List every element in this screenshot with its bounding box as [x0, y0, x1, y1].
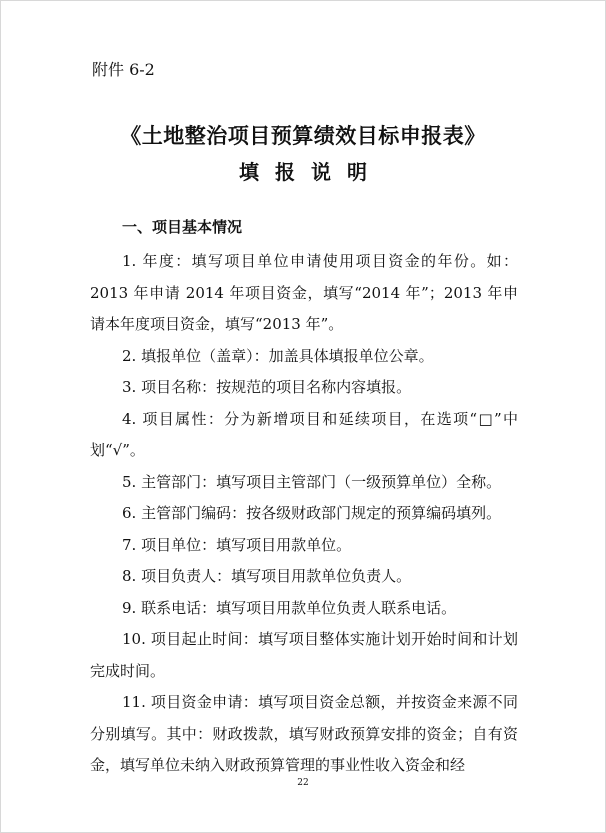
paragraph-department-code: 6. 主管部门编码：按各级财政部门规定的预算编码填列。 — [122, 504, 502, 522]
paragraph-project-leader: 8. 项目负责人：填写项目用款单位负责人。 — [122, 567, 412, 585]
attachment-label: 附件 6-2 — [92, 60, 155, 79]
paragraph-project-period: 10. 项目起止时间：填写项目整体实施计划开始时间和计划完成时间。 — [90, 630, 518, 680]
paragraph-contact-phone: 9. 联系电话：填写项目用款单位负责人联系电话。 — [122, 598, 457, 617]
page-number: 22 — [297, 778, 309, 788]
paragraph-fund-application: 11. 项目资金申请：填写项目资金总额，并按资金来源不同分别填写。其中：财政拨款，填写财政预算安排的资金；自有资金，填写单位未纳入财政预算管理的事业性收入资金和经 — [90, 693, 518, 774]
section-heading: 一、项目基本情况 — [122, 218, 243, 236]
paragraph-competent-department: 5. 主管部门：填写项目主管部门（一级预算单位）全称。 — [122, 472, 502, 491]
document-subtitle: 填报说明 — [239, 160, 383, 184]
paragraph-project-name: 3. 项目名称：按规范的项目名称内容填报。 — [122, 378, 412, 396]
paragraph-project-attribute: 4. 项目属性：分为新增项目和延续项目，在选项“□”中划“√”。 — [90, 409, 518, 459]
paragraph-year: 1. 年度：填写项目单位申请使用项目资金的年份。如：2013 年申请 2014 年项目资金，填写“2014 年”；2013 年申请本年度项目资金，填写“2013 年”。 — [90, 252, 518, 333]
paragraph-reporting-unit: 2. 填报单位（盖章）：加盖具体填报单位公章。 — [122, 346, 434, 365]
section-body — [90, 246, 518, 782]
document-title: 《土地整治项目预算绩效目标申报表》 — [120, 124, 486, 148]
paragraph-project-unit: 7. 项目单位：填写项目用款单位。 — [122, 535, 352, 554]
